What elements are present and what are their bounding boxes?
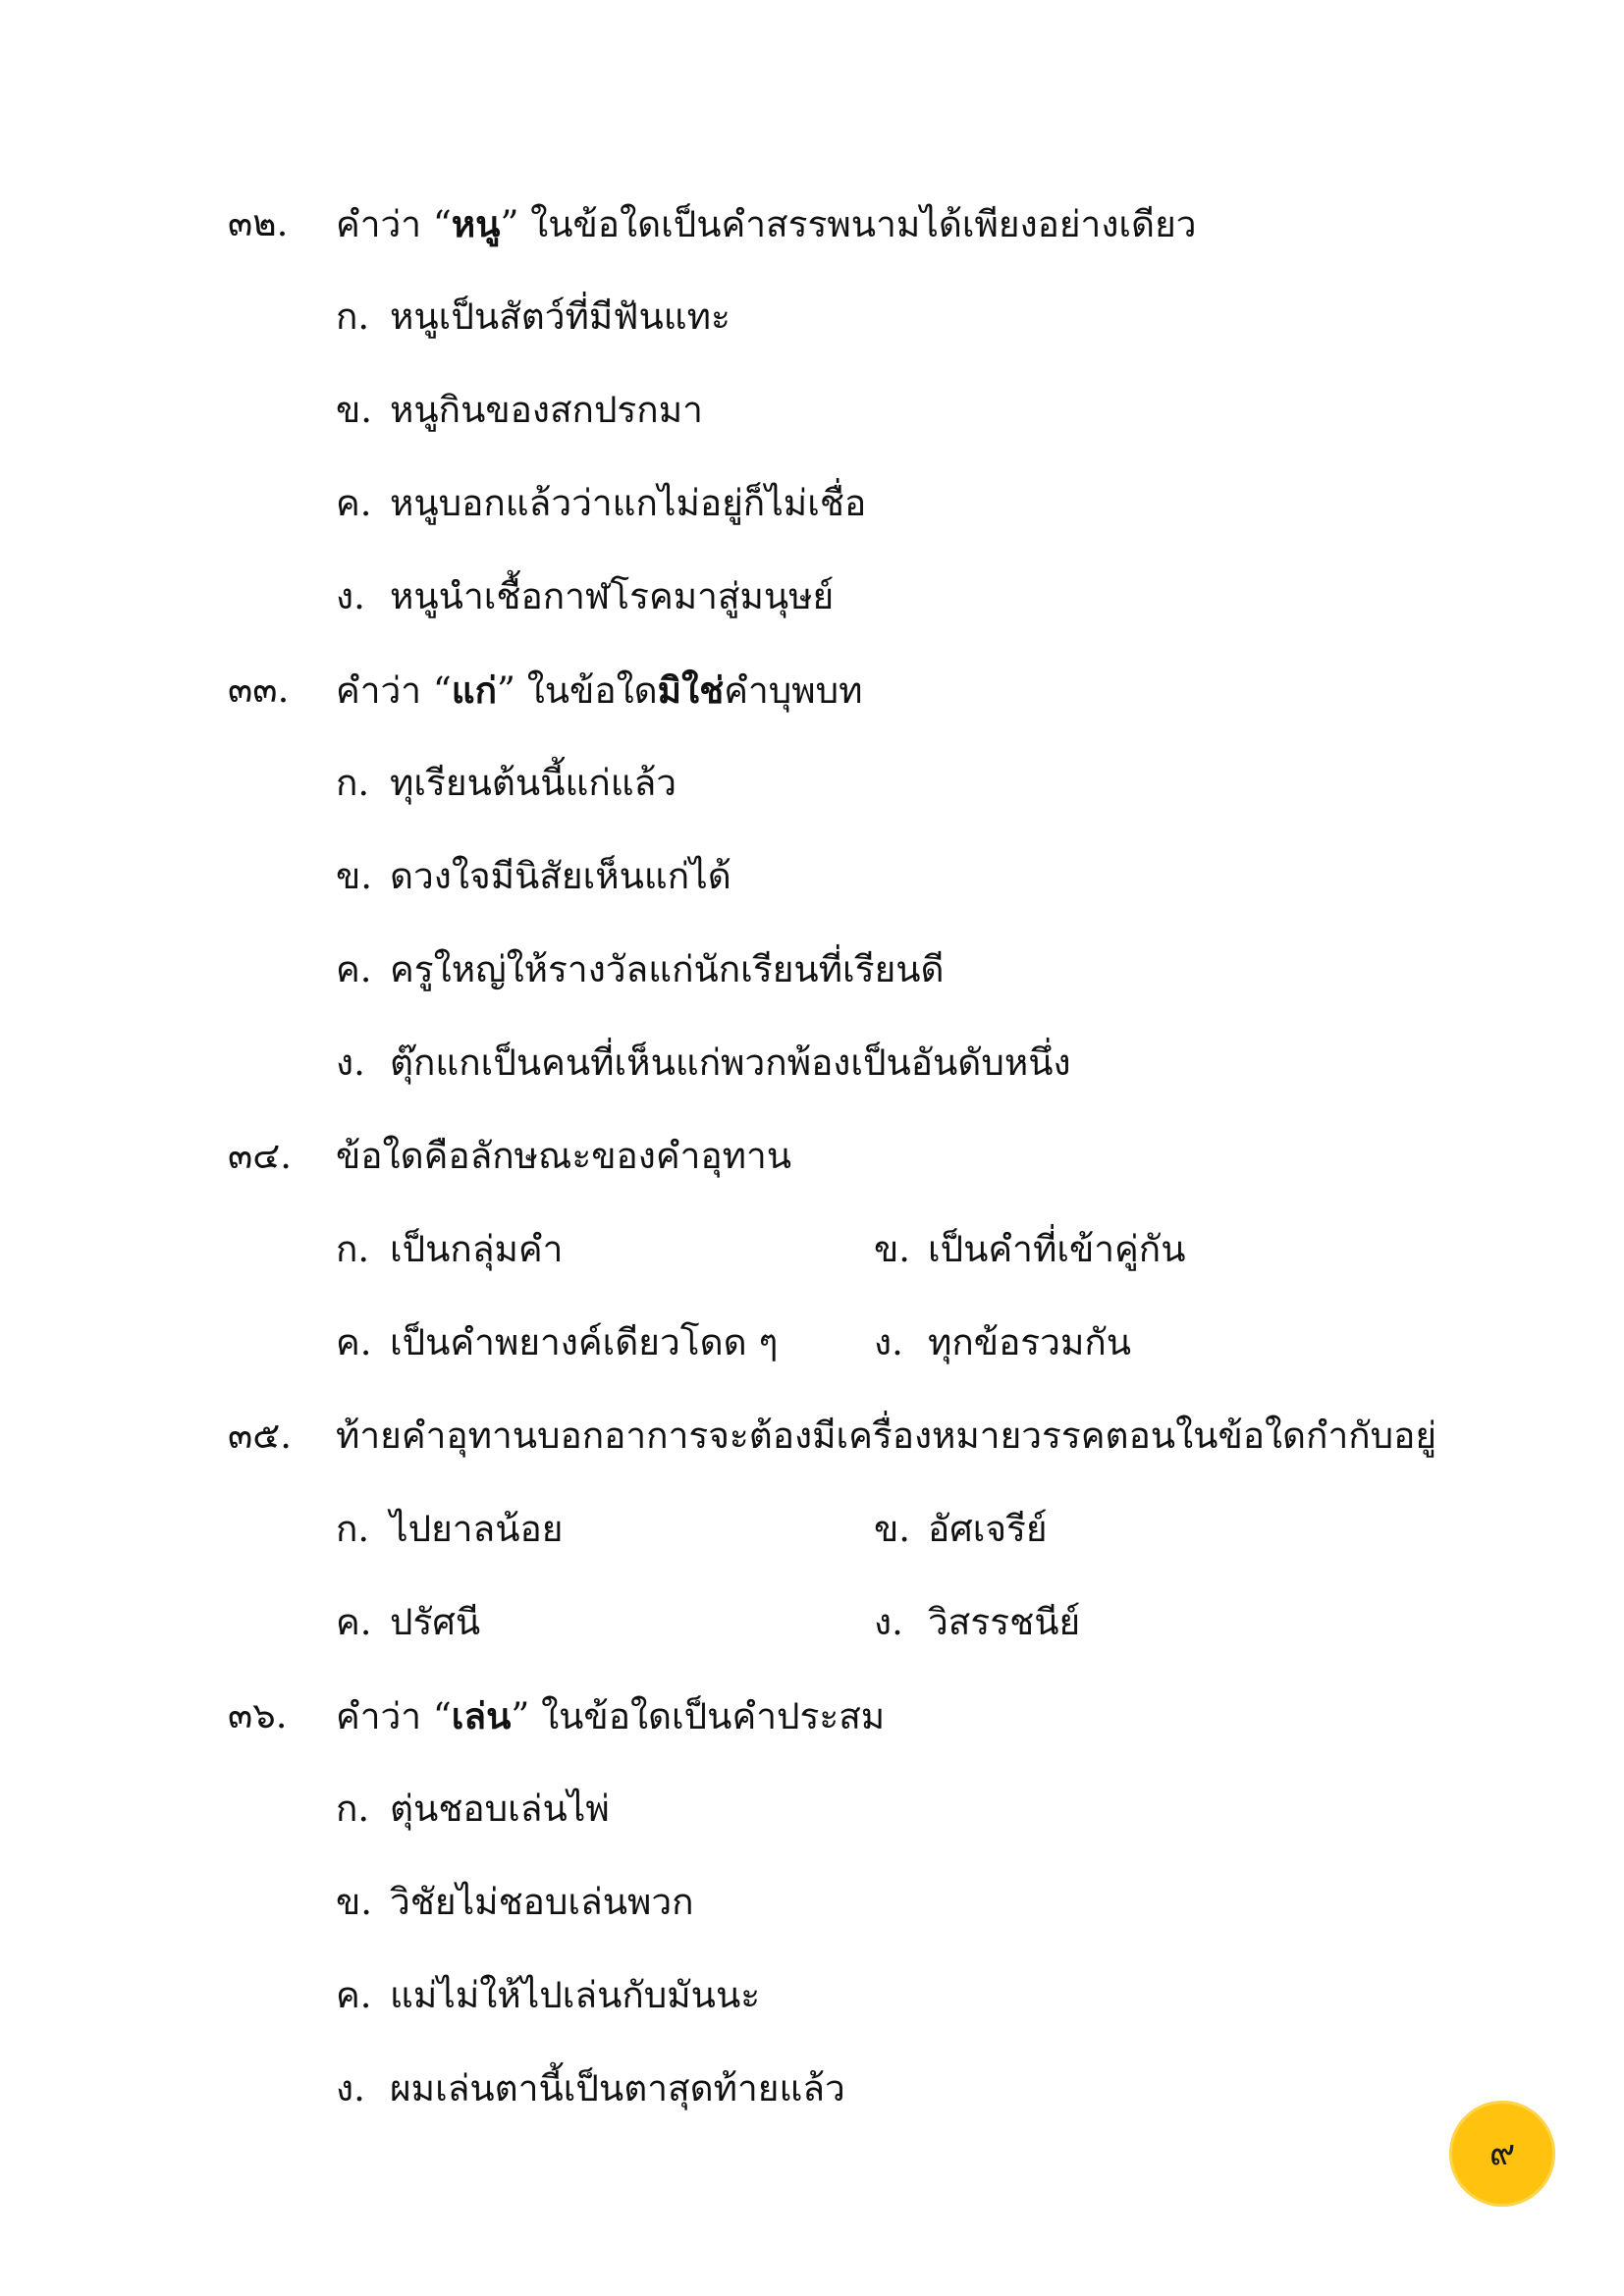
option-letter: ข.	[874, 1508, 911, 1550]
question-number: ๓๕.	[228, 1415, 293, 1457]
option-letter: ค.	[336, 1321, 372, 1363]
option-text: ดวงใจมีนิสัยเห็นแก่ได้	[390, 855, 731, 897]
option-letter: ข.	[874, 1228, 911, 1270]
question-keyword: หนู	[451, 202, 501, 245]
option-text: แม่ไม่ให้ไปเล่นกับมันนะ	[390, 1974, 761, 2016]
option-text: หนูกินของสกปรกมา	[390, 389, 703, 431]
option-text: ทุกข้อรวมกัน	[928, 1321, 1132, 1363]
option-letter: ค.	[336, 948, 372, 990]
page-number: ๙	[1489, 2133, 1516, 2173]
option-text: อัศเจรีย์	[928, 1508, 1048, 1550]
option-text: ไปยาลน้อย	[390, 1508, 564, 1550]
option-letter: ก.	[336, 762, 370, 804]
option-text: เป็นกลุ่มคำ	[390, 1228, 564, 1270]
question-number: ๓๒.	[228, 202, 289, 244]
option-text: เป็นคำพยางค์เดียวโดด ๆ	[390, 1321, 779, 1363]
question-text: ท้ายคำอุทานบอกอาการจะต้องมีเครื่องหมายวรรคตอนในข้อใดกำกับอยู่	[336, 1415, 1437, 1457]
option-text: ทุเรียนต้นนี้แก่แล้ว	[390, 762, 677, 804]
option-text: ผมเล่นตานี้เป็นตาสุดท้ายแล้ว	[390, 2067, 845, 2109]
option-text: วิชัยไม่ชอบเล่นพวก	[390, 1881, 694, 1923]
option-letter: ง.	[336, 575, 365, 617]
option-text: ปรัศนี	[390, 1601, 481, 1643]
option-text: หนูบอกแล้วว่าแกไม่อยู่ก็ไม่เชื่อ	[390, 482, 867, 524]
question-text: คำว่า “หนู” ในข้อใดเป็นคำสรรพนามได้เพียงอย่างเดียว	[336, 202, 1197, 245]
question-keyword: แก่	[451, 668, 498, 712]
option-letter: ค.	[336, 1974, 372, 2016]
option-letter: ง.	[336, 2067, 365, 2109]
option-letter: ข.	[336, 1881, 373, 1923]
option-letter: ก.	[336, 1508, 370, 1550]
question-keyword-negation: มิใช่	[657, 668, 725, 712]
page-number-badge	[1449, 2101, 1555, 2207]
option-letter: ก.	[336, 1788, 370, 1830]
option-letter: ง.	[874, 1601, 903, 1643]
option-text: ตุ๊กแกเป็นคนที่เห็นแก่พวกพ้องเป็นอันดับหนึ่ง	[390, 1041, 1071, 1084]
question-number: ๓๖.	[228, 1694, 288, 1736]
question-keyword: เล่น	[451, 1694, 512, 1737]
question-number: ๓๓.	[228, 668, 290, 711]
question-text: ข้อใดคือลักษณะของคำอุทาน	[336, 1135, 792, 1177]
option-text: หนูนำเชื้อกาฬโรคมาสู่มนุษย์	[390, 575, 835, 617]
option-text: ตุ่นชอบเล่นไพ่	[390, 1788, 610, 1830]
option-text: เป็นคำที่เข้าคู่กัน	[928, 1228, 1186, 1270]
option-letter: ง.	[336, 1041, 365, 1084]
option-letter: ข.	[336, 855, 373, 897]
option-letter: ง.	[874, 1321, 903, 1363]
option-letter: ข.	[336, 389, 373, 431]
option-letter: ค.	[336, 482, 372, 524]
question-text: คำว่า “แก่” ในข้อใดมิใช่คำบุพบท	[336, 668, 863, 712]
option-text: หนูเป็นสัตว์ที่มีฟันแทะ	[390, 295, 731, 338]
option-letter: ก.	[336, 295, 370, 338]
option-text: ครูใหญ่ให้รางวัลแก่นักเรียนที่เรียนดี	[390, 948, 945, 990]
question-number: ๓๔.	[228, 1135, 293, 1177]
question-text: คำว่า “เล่น” ในข้อใดเป็นคำประสม	[336, 1694, 886, 1737]
option-text: วิสรรชนีย์	[928, 1601, 1081, 1643]
option-letter: ก.	[336, 1228, 370, 1270]
option-letter: ค.	[336, 1601, 372, 1643]
